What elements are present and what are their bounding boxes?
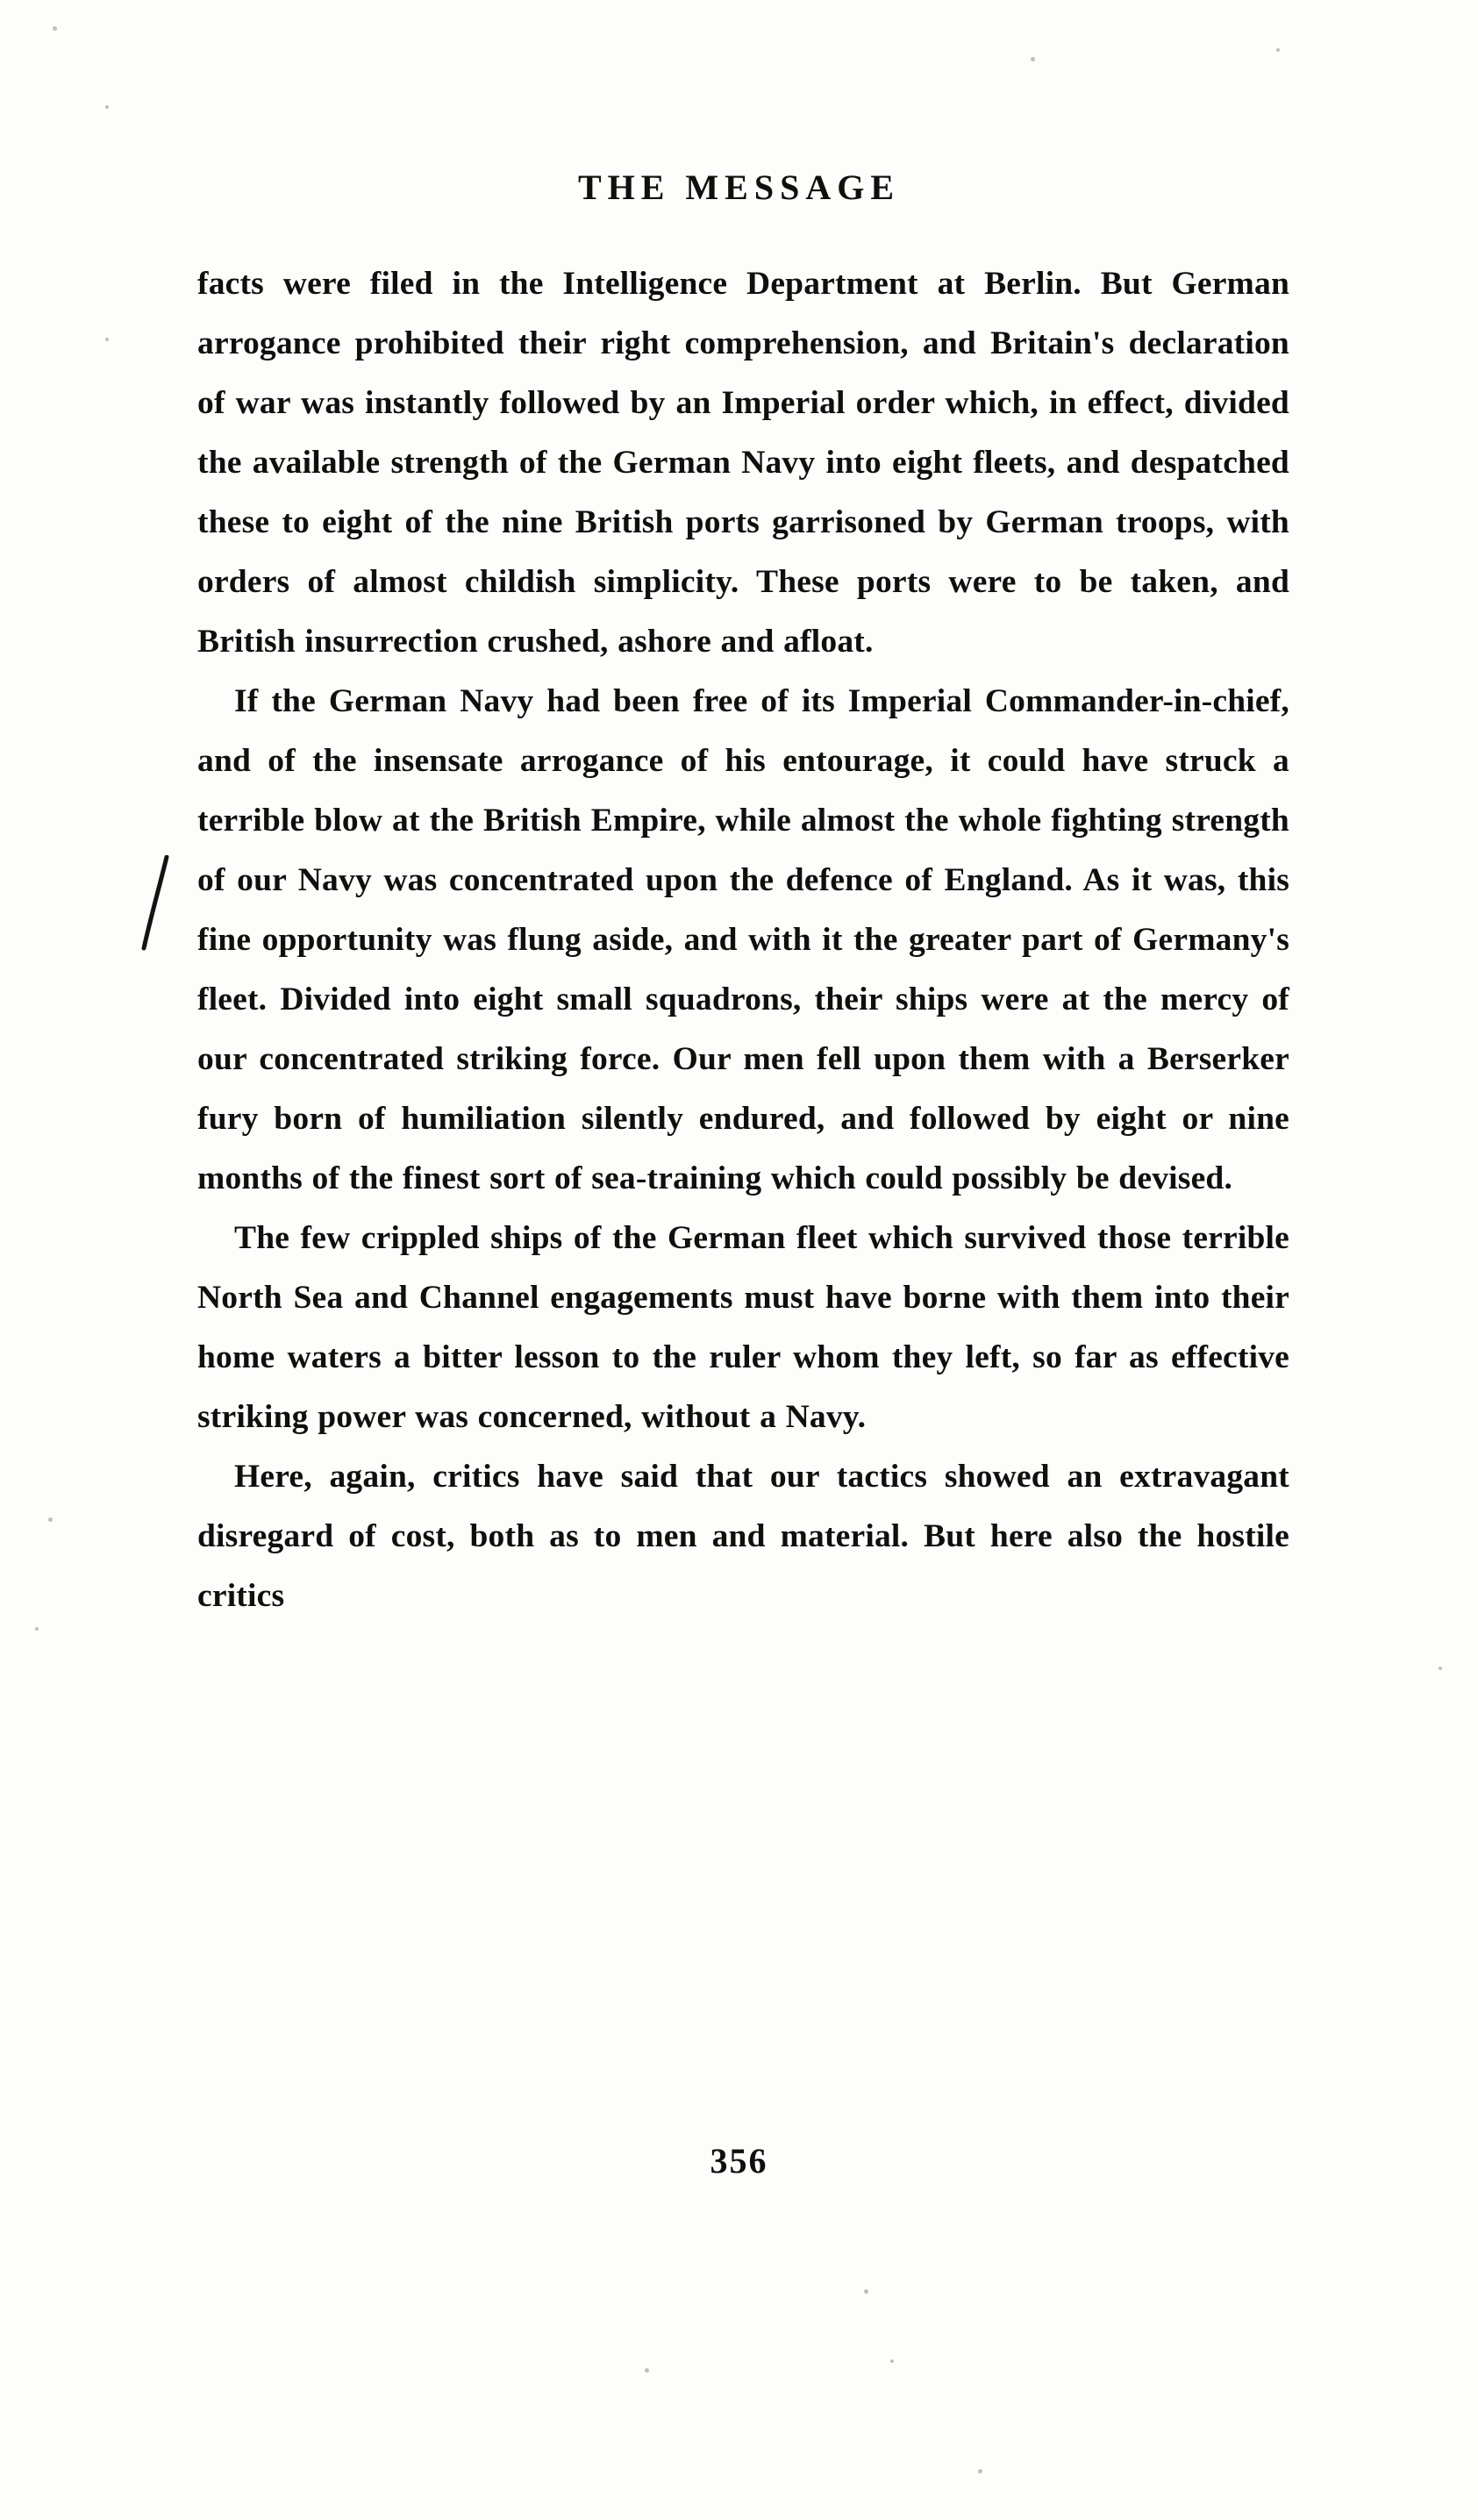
- paper-speck: [48, 1517, 53, 1522]
- paper-speck: [53, 26, 57, 31]
- paragraph-3: The few crippled ships of the German fleet which survived those terrible North Sea and Channel engagements must have borne with them into their home waters a bitter lesson to the ruler whom they left, so far as effective striking power was concerned, without a Navy.: [197, 1220, 1289, 1435]
- paper-speck: [105, 338, 109, 341]
- paragraph-1: facts were filed in the Intelligence Department at Berlin. But German arrogance prohibited their right comprehension, and Britain's declaration of war was instantly followed by an Imperial order which, in effect, divided the available strength of the German Navy into eight fleets, and despatched these to eight of the nine British ports garrisoned by German troops, with orders of almost childish simplicity. These ports were to be taken, and British insurrection crushed, ashore and afloat.: [197, 266, 1289, 660]
- body-text: [197, 254, 1289, 1626]
- paper-speck: [864, 2289, 868, 2294]
- paper-speck: [645, 2368, 649, 2373]
- paper-speck: [1276, 48, 1280, 52]
- paper-speck: [105, 105, 109, 109]
- paragraph-4: Here, again, critics have said that our tactics showed an extravagant disregard of cost, both as to men and material. But here also the hostile critics: [197, 1459, 1289, 1614]
- pen-slash-annotation: [139, 855, 174, 952]
- paper-speck: [890, 2359, 894, 2363]
- paper-speck: [1031, 57, 1035, 61]
- page-running-head: THE MESSAGE: [577, 168, 901, 207]
- paper-speck: [1439, 1667, 1442, 1670]
- paper-speck: [978, 2469, 982, 2474]
- paper-speck: [35, 1627, 39, 1631]
- paragraph-2: If the German Navy had been free of its Imperial Commander-in-chief, and of the insensate arrogance of his entourage, it could have struck a terrible blow at the British Empire, while almost the whole fighting strength of our Navy was concentrated upon the defence of England. As it was, this fine opportunity was flung aside, and with it the greater part of Germany's fleet. Divided into eight small squadrons, their ships were at the mercy of our concentrated striking force. Our men fell upon them with a Berserker fury born of humiliation silently endured, and followed by eight or nine months of the finest sort of sea-training which could possibly be devised.: [197, 683, 1289, 1196]
- page-number: 356: [710, 2141, 768, 2181]
